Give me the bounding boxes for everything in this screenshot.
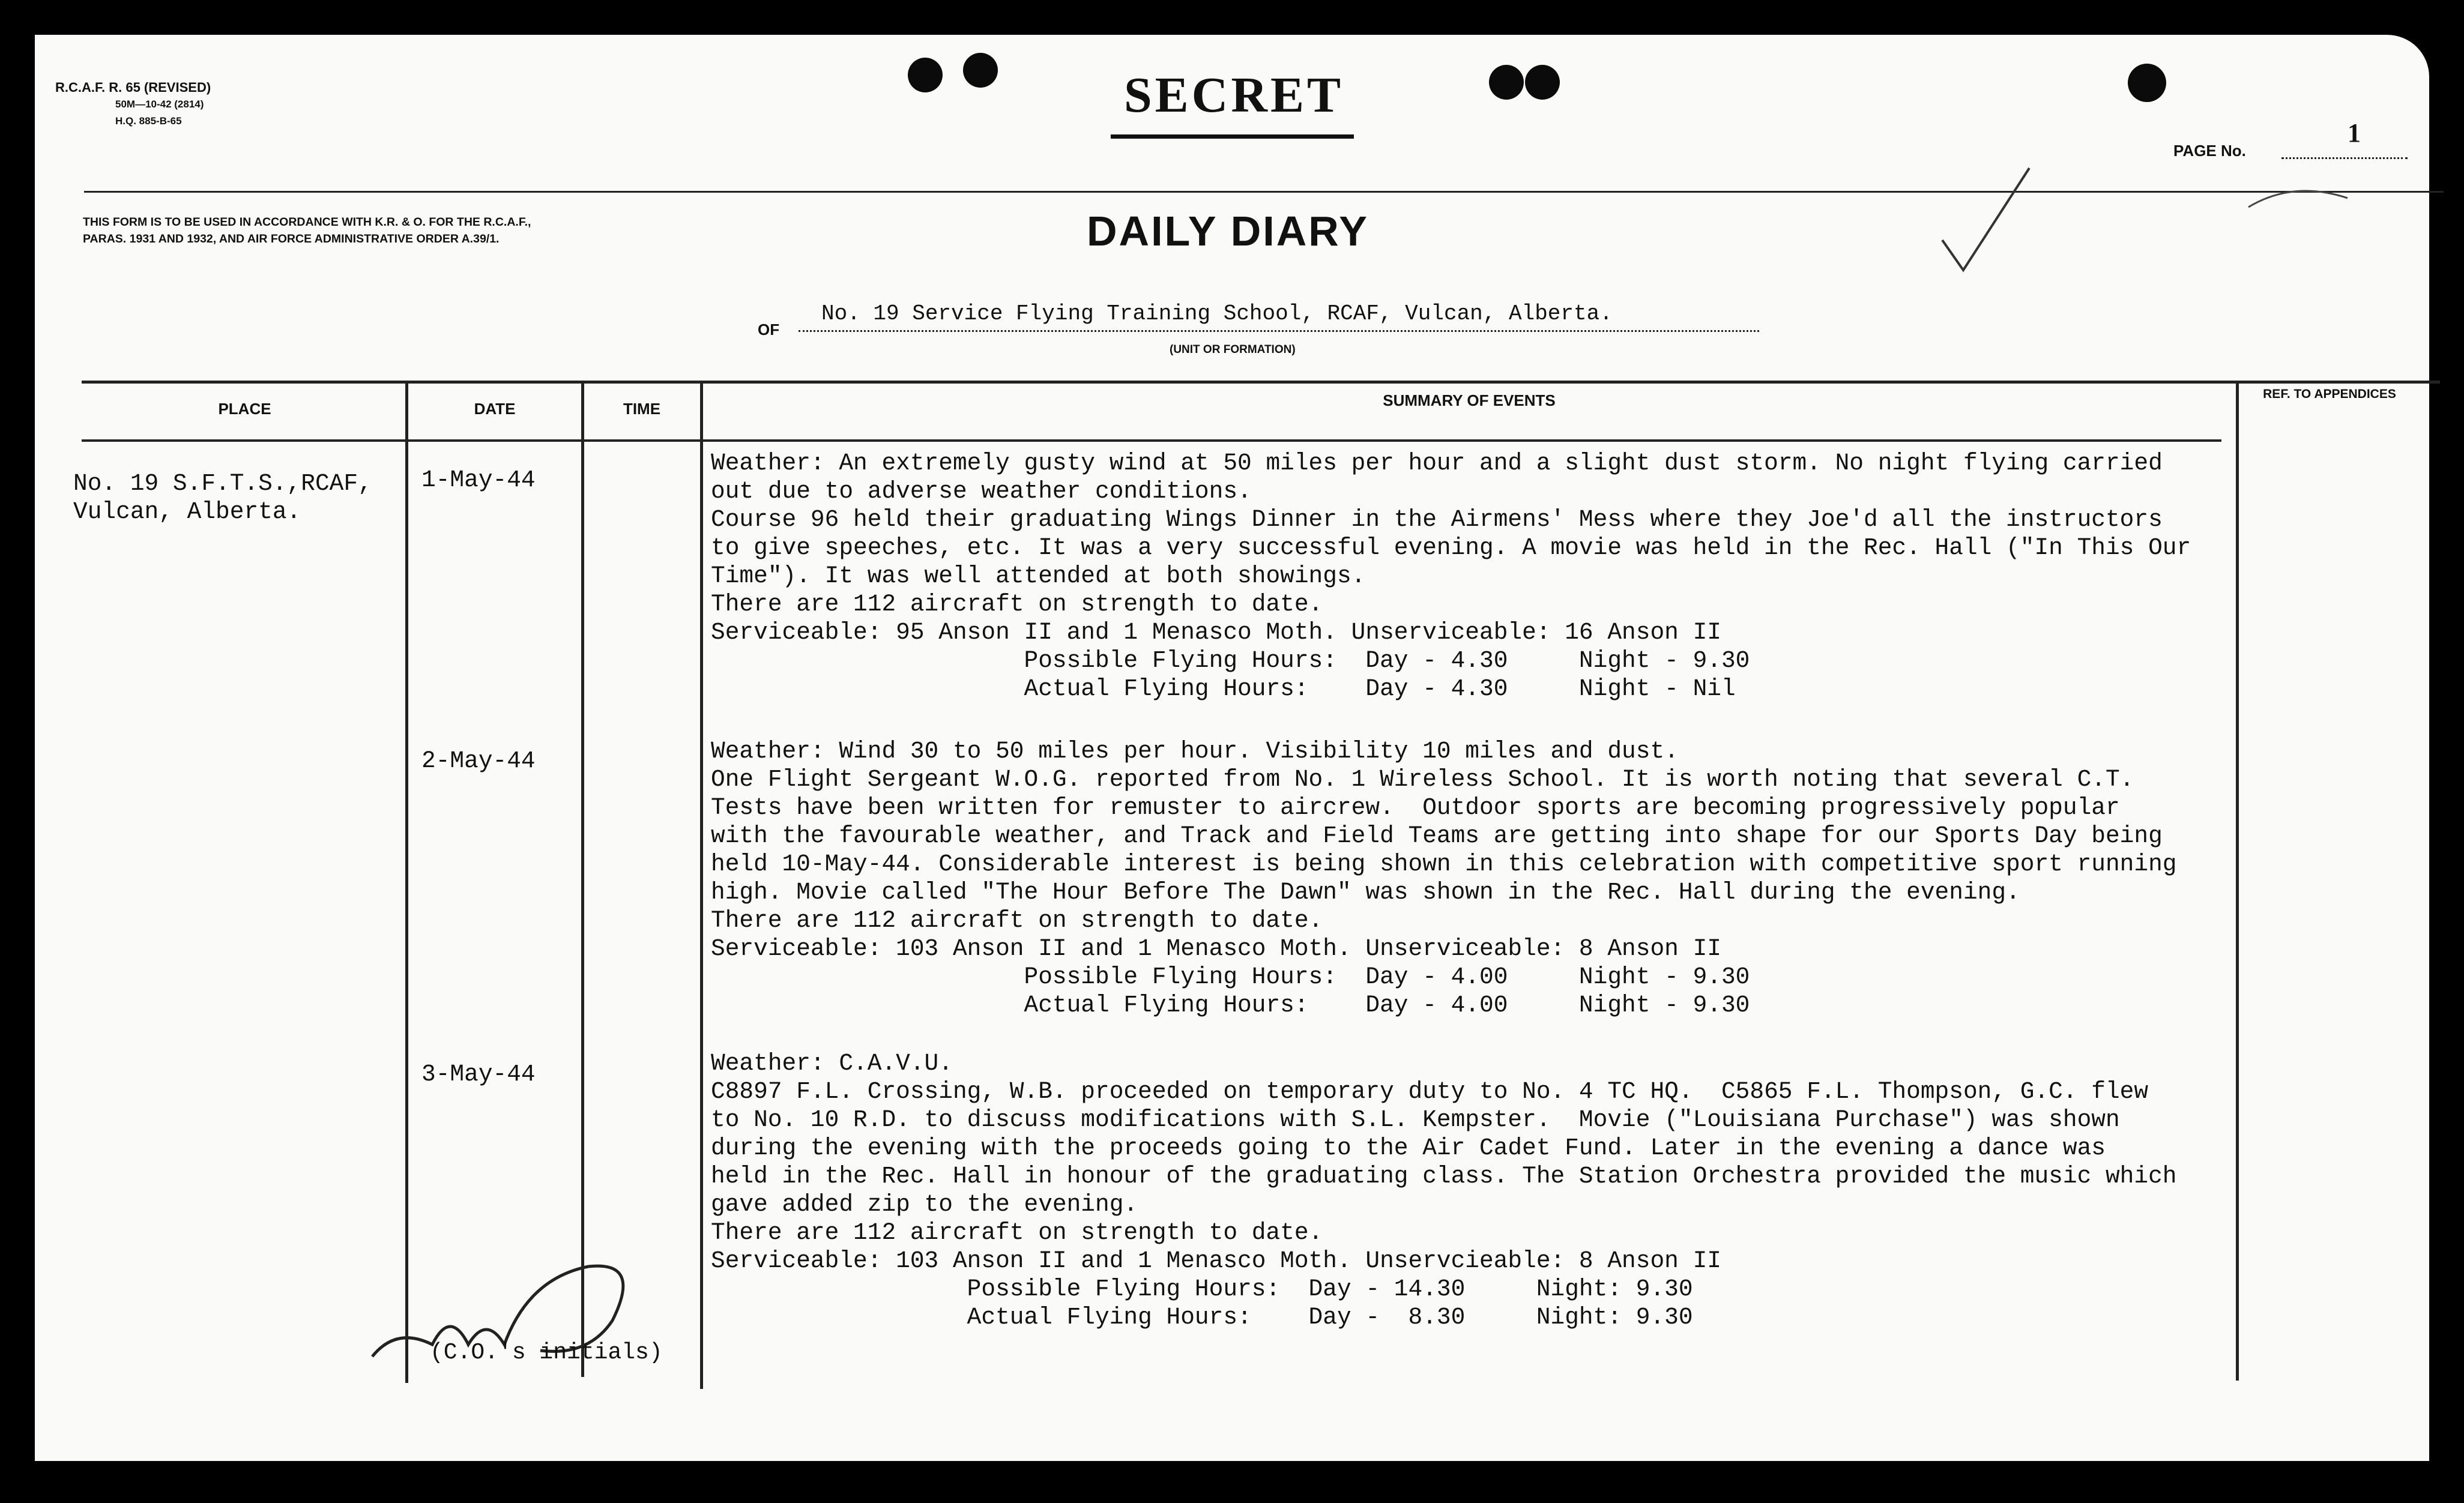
column-divider-time-summary: [700, 381, 703, 1389]
place-line: No. 19 S.F.T.S.,RCAF,: [73, 470, 372, 497]
summary-line: C8897 F.L. Crossing, W.B. proceeded on temporary duty to No. 4 TC HQ. C5865 F.L. Thompson, G.C. flew: [711, 1078, 2149, 1105]
form-instructions: THIS FORM IS TO BE USED IN ACCORDANCE WITH K.R. & O. FOR THE R.C.A.F., PARAS. 1931 AND 1932, AND AIR FORCE ADMINISTRATIVE ORDER A.39/1.: [83, 215, 531, 245]
summary-line: Course 96 held their graduating Wings Dinner in the Airmens' Mess where they Joe'd all the instructors: [711, 506, 2163, 533]
of-label: OF: [758, 321, 780, 339]
classification-marking: SECRET: [1123, 67, 1344, 123]
column-header-ref: REF. TO APPENDICES: [2263, 387, 2396, 401]
summary-line: Actual Flying Hours: Day - 8.30 Night: 9.30: [711, 1304, 1693, 1331]
page-number: 1: [2348, 118, 2361, 148]
summary-line: Serviceable: 103 Anson II and 1 Menasco Moth. Unservcieable: 8 Anson II: [711, 1247, 1721, 1274]
summary-line: Serviceable: 95 Anson II and 1 Menasco Moth. Unserviceable: 16 Anson II: [711, 619, 1721, 646]
punch-hole-4: [1525, 65, 1560, 100]
entry-date: 2-May-44: [421, 747, 536, 774]
header-rule: [84, 191, 2444, 193]
unit-caption: (UNIT OR FORMATION): [1170, 343, 1296, 356]
place-line: Vulcan, Alberta.: [73, 498, 301, 525]
form-code: [55, 79, 211, 130]
summary-line: held in the Rec. Hall in honour of the graduating class. The Station Orchestra provided the music which: [711, 1163, 2177, 1190]
page-title: DAILY DIARY: [1087, 208, 1369, 255]
summary-line: with the favourable weather, and Track and Field Teams are getting into shape for our Sports Day being: [711, 822, 2163, 849]
entry-date: 1-May-44: [421, 466, 536, 493]
summary-line: gave added zip to the evening.: [711, 1191, 1138, 1218]
summary-line: Possible Flying Hours: Day - 4.00 Night - 9.30: [711, 963, 1750, 990]
unit-line: [799, 330, 1759, 332]
unit-name: No. 19 Service Flying Training School, RCAF, Vulcan, Alberta.: [821, 301, 1613, 326]
classification-underline: [1111, 134, 1354, 139]
punch-hole-5: [2128, 64, 2166, 102]
column-header-time: TIME: [623, 400, 661, 418]
entry-summary: [711, 1049, 2177, 1331]
summary-line: high. Movie called "The Hour Before The Dawn" was shown in the Rec. Hall during the evening.: [711, 879, 2020, 906]
punch-hole-2: [963, 53, 998, 88]
page-number-label: PAGE No.: [2173, 142, 2246, 160]
column-divider-date-time: [581, 381, 584, 1377]
entry-summary: [711, 737, 2177, 1019]
column-header-summary: SUMMARY OF EVENTS: [1383, 391, 1556, 409]
summary-line: There are 112 aircraft on strength to date.: [711, 591, 1323, 618]
column-header-place: PLACE: [218, 400, 271, 418]
summary-line: Possible Flying Hours: Day - 4.30 Night - 9.30: [711, 647, 1750, 674]
summary-line: Serviceable: 103 Anson II and 1 Menasco Moth. Unserviceable: 8 Anson II: [711, 935, 1721, 962]
column-divider-summary-ref: [2236, 381, 2239, 1381]
column-header-date: DATE: [474, 400, 516, 418]
column-divider-place-date: [405, 381, 408, 1383]
summary-line: There are 112 aircraft on strength to date.: [711, 907, 1323, 934]
entry-date: 3-May-44: [421, 1061, 536, 1088]
summary-line: Weather: An extremely gusty wind at 50 miles per hour and a slight dust storm. No night flying carried: [711, 450, 2163, 477]
table-top-rule: [82, 381, 2440, 384]
summary-line: Time"). It was well attended at both showings.: [711, 562, 1366, 589]
summary-line: to give speeches, etc. It was a very successful evening. A movie was held in the Rec. Hall ("In This Our: [711, 534, 2191, 561]
punch-hole-1: [908, 58, 943, 92]
summary-line: One Flight Sergeant W.O.G. reported from No. 1 Wireless School. It is worth noting that several C.T.: [711, 766, 2134, 793]
co-initials-label: (C.O.'s initials): [430, 1340, 663, 1366]
summary-line: Actual Flying Hours: Day - 4.00 Night - 9.30: [711, 992, 1750, 1019]
punch-hole-3: [1489, 65, 1524, 100]
form-code-line: R.C.A.F. R. 65 (REVISED): [55, 80, 211, 95]
summary-line: Weather: C.A.V.U.: [711, 1050, 953, 1077]
summary-line: Weather: Wind 30 to 50 miles per hour. Visibility 10 miles and dust.: [711, 738, 1679, 765]
form-hq-code: H.Q. 885-B-65: [115, 115, 182, 127]
summary-line: held 10-May-44. Considerable interest is being shown in this celebration with competitive sport running: [711, 851, 2177, 878]
place-cell: [73, 469, 372, 526]
entry-summary: [711, 449, 2191, 703]
page-number-line: [2281, 157, 2408, 159]
summary-line: Possible Flying Hours: Day - 14.30 Night: 9.30: [711, 1276, 1693, 1303]
summary-line: to No. 10 R.D. to discuss modifications with S.L. Kempster. Movie ("Louisiana Purchase") was shown: [711, 1106, 2120, 1133]
summary-line: out due to adverse weather conditions.: [711, 478, 1252, 505]
form-print-code: 50M—10-42 (2814): [115, 98, 204, 110]
summary-line: There are 112 aircraft on strength to date.: [711, 1219, 1323, 1246]
table-header-rule: [82, 439, 2221, 442]
summary-line: Tests have been written for remuster to aircrew. Outdoor sports are becoming progressively popular: [711, 794, 2120, 821]
check-mark-icon: [1939, 162, 2047, 282]
summary-line: during the evening with the proceeds going to the Air Cadet Fund. Later in the evening a dance was: [711, 1134, 2106, 1161]
summary-line: Actual Flying Hours: Day - 4.30 Night - Nil: [711, 675, 1736, 702]
pen-stroke-icon: [2245, 180, 2354, 216]
